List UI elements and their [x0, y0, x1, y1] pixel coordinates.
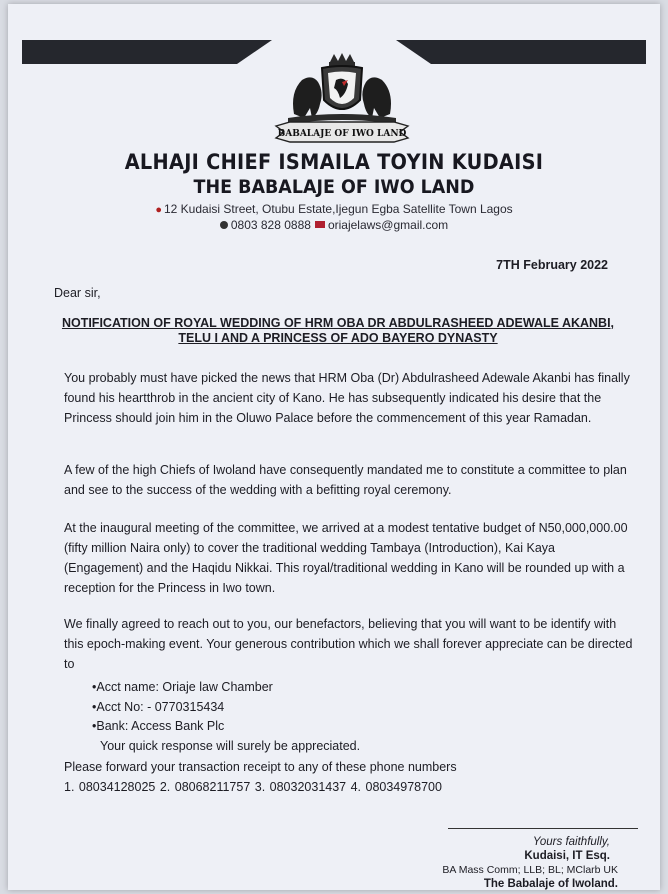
email-text: oriajelaws@gmail.com [327, 218, 449, 232]
salutation: Dear sir, [54, 286, 101, 300]
account-name-item: •Acct name: Oriaje law Chamber [92, 680, 273, 694]
quick-response-text: Your quick response will surely be appreciated. [100, 739, 361, 753]
crest-emblem-icon [272, 52, 412, 144]
account-number-item: •Acct No: - 0770315434 [92, 700, 225, 714]
address-text: 12 Kudaisi Street, Otubu Estate,Ijegun Egba Satellite Town Lagos [163, 202, 513, 216]
phone-text: 0803 828 0888 [230, 218, 311, 232]
signatory-name: Kudaisi, IT Esq. [524, 850, 610, 862]
phone-icon [220, 221, 228, 229]
paragraph-2: A few of the high Chiefs of Iwoland have consequently mandated me to constitute a committee to plan and see to the success of the wedding with a befitting royal ceremony. [64, 463, 627, 497]
crest-caption: BABALAJE OF IWO LAND [277, 129, 407, 139]
letterhead-title: THE BABALAJE OF IWO LAND [193, 176, 475, 198]
letter-page [8, 4, 660, 890]
signature-line [448, 828, 638, 829]
bank-item: •Bank: Access Bank Plc [92, 719, 225, 733]
signatory-title: The Babalaje of Iwoland. [483, 878, 618, 890]
header-band-left [22, 40, 272, 64]
paragraph-4: We finally agreed to reach out to you, our benefactors, believing that you will want to be identify with this epoch-making event. Your generous contribution which we shall forever appreciate can be directed to [64, 617, 633, 671]
paragraph-1: You probably must have picked the news that HRM Oba (Dr) Abdulrasheed Adewale Akanbi has finally found his heartthrob in the ancient city of Kano. He has subsequently indicated his desire that the Princess should join him in the Oluwo Palace before the commencement of this year Ramadan. [64, 371, 630, 425]
paragraph-3: At the inaugural meeting of the committee, we arrived at a modest tentative budget of N50,000,000.00 (fifty million Naira only) to cover the traditional wedding Tambaya (Introduction), Kai Kaya (Engagement) and the Haqidu Nikkai. This royal/traditional wedding in Kano will be rounded up with a reception for the Princess in Iwo town. [64, 521, 628, 595]
bullet-icon: • [92, 719, 97, 733]
signatory-qualifications: BA Mass Comm; LLB; BL; MClarb UK [442, 864, 618, 876]
letterhead-address [8, 202, 660, 216]
phone-numbers-list: 1. 08034128025 2. 08068211757 3. 08032031437 4. 08034978700 [64, 780, 442, 794]
mail-icon [315, 221, 325, 228]
closing: Yours faithfully, [532, 836, 610, 848]
subject-line: NOTIFICATION OF ROYAL WEDDING OF HRM OBA DR ABDULRASHEED ADEWALE AKANBI, TELU I AND A PRINCESS OF ADO BAYERO DYNASTY [61, 316, 615, 345]
bullet-icon: • [92, 700, 97, 714]
letterhead-contact [8, 218, 660, 232]
letter-date: 7TH February 2022 [496, 258, 608, 272]
bullet-icon: • [92, 680, 97, 694]
location-pin-icon: ● [155, 204, 162, 216]
forward-receipt-text: Please forward your transaction receipt to any of these phone numbers [64, 760, 457, 774]
header-band-right [396, 40, 646, 64]
letterhead-name: ALHAJI CHIEF ISMAILA TOYIN KUDAISI [124, 150, 544, 174]
